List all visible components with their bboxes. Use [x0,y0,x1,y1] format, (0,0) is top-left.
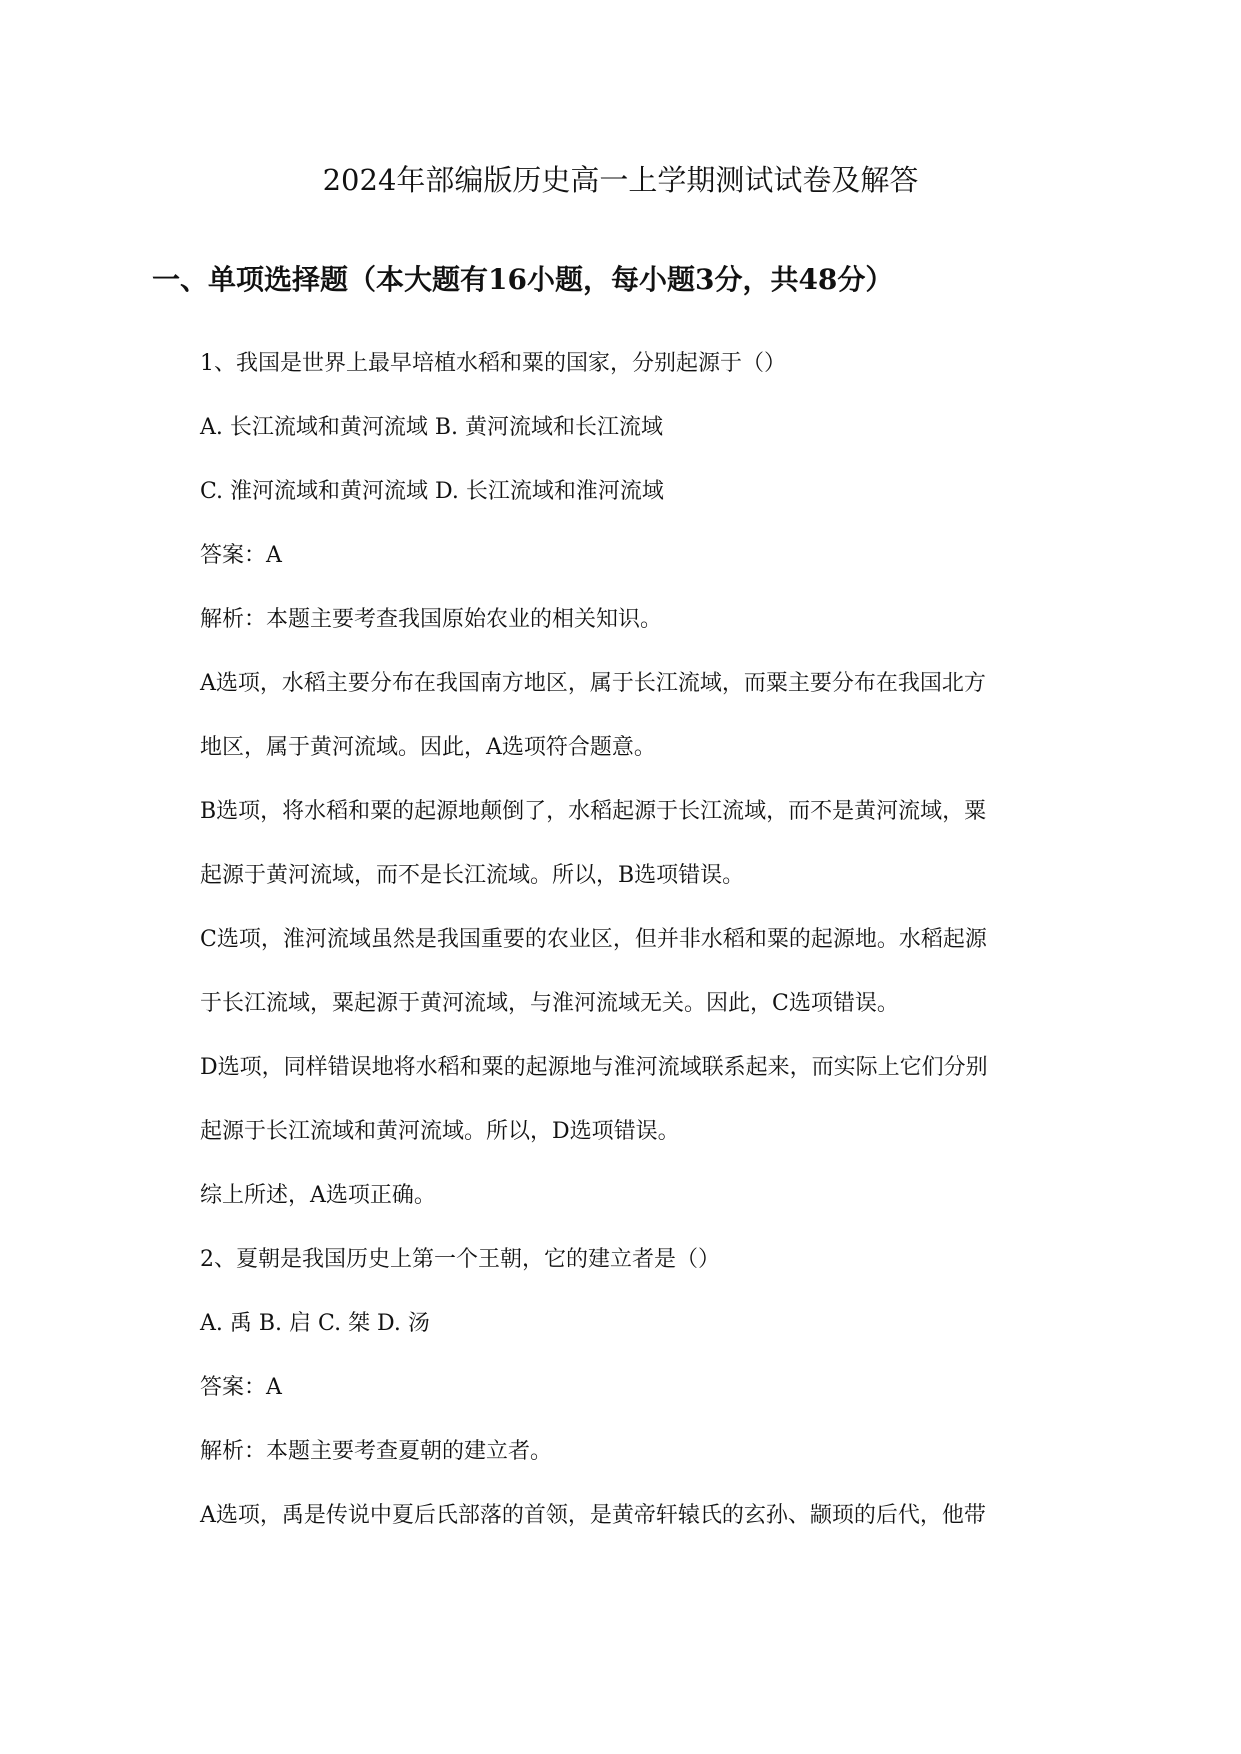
question-1-answer: 答案：A [200,543,282,568]
question-1-options-cd: C. 淮河流域和黄河流域 D. 长江流域和淮河流域 [200,479,664,504]
question-2-stem: 2、夏朝是我国历史上第一个王朝，它的建立者是（） [200,1247,720,1272]
question-2-options: A. 禹 B. 启 C. 桀 D. 汤 [200,1311,430,1336]
document-title: 2024年部编版历史高一上学期测试试卷及解答 [322,163,919,197]
question-1-options-ab: A. 长江流域和黄河流域 B. 黄河流域和长江流域 [200,415,664,440]
section-heading: 一、单项选择题（本大题有16小题，每小题3分，共48分） [152,263,894,296]
question-2-analysis-intro: 解析：本题主要考查夏朝的建立者。 [200,1439,553,1464]
question-1-analysis-line: 于长江流域，粟起源于黄河流域，与淮河流域无关。因此，C选项错误。 [200,991,899,1016]
question-content [200,346,1100,1562]
question-1-analysis-line: 起源于长江流域和黄河流域。所以，D选项错误。 [200,1119,680,1144]
question-1-analysis-line: D选项，同样错误地将水稻和粟的起源地与淮河流域联系起来，而实际上它们分别 [200,1055,988,1080]
question-1-analysis-line: 起源于黄河流域，而不是长江流域。所以，B选项错误。 [200,863,745,888]
question-2-analysis-line: A选项，禹是传说中夏后氏部落的首领，是黄帝轩辕氏的玄孙、颛顼的后代，他带 [200,1503,986,1528]
question-1-analysis-line: B选项，将水稻和粟的起源地颠倒了，水稻起源于长江流域，而不是黄河流域，粟 [200,799,987,824]
question-1-analysis-line: 地区，属于黄河流域。因此，A选项符合题意。 [200,735,656,760]
question-1-conclusion: 综上所述，A选项正确。 [200,1183,436,1208]
question-1-stem: 1、我国是世界上最早培植水稻和粟的国家，分别起源于（） [200,351,786,376]
question-1-analysis-intro: 解析：本题主要考查我国原始农业的相关知识。 [200,607,663,632]
question-1-analysis-line: A选项，水稻主要分布在我国南方地区，属于长江流域，而粟主要分布在我国北方 [200,671,986,696]
question-1-analysis-line: C选项，淮河流域虽然是我国重要的农业区，但并非水稻和粟的起源地。水稻起源 [200,927,987,952]
question-2-answer: 答案：A [200,1375,282,1400]
